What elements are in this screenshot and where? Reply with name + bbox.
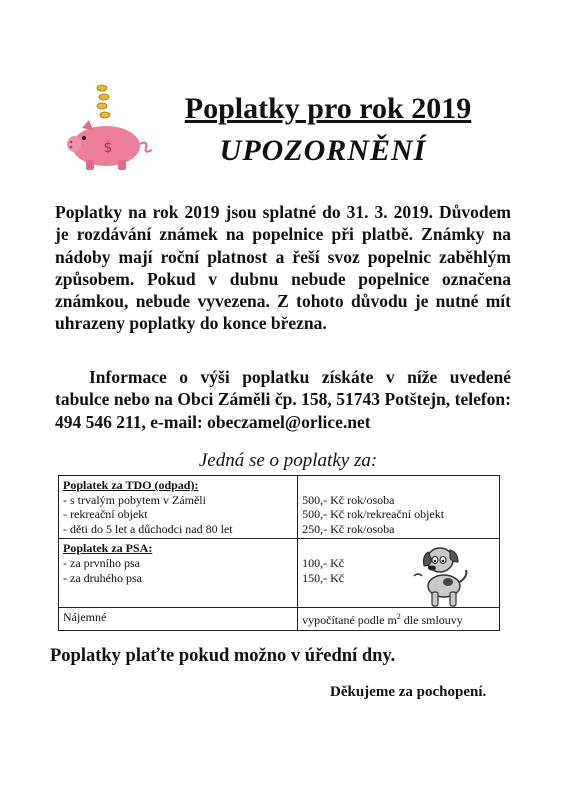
psa-section-title: Poplatek za PSA: (63, 541, 153, 556)
paragraph-deadline: Poplatky na rok 2019 jsou splatné do 31. 3. 2019. Důvodem je rozdávání známek na popelnice při platbě. Známky na nádoby mají roční platnost a řeší svoz popelnic zaběhlým způsobem. Pokud v dubnu nebude popelnice označena známkou, nebude vyvezena. Z tohoto důvodu je nutné mít uhrazeny poplatky do konce března. (55, 202, 511, 334)
fee-label: - rekreační objekt (63, 507, 148, 522)
tdo-section-title: Poplatek za TDO (odpad): (63, 478, 199, 492)
thanks-note: Děkujeme za pochopení. (330, 684, 487, 700)
tdo-labels-cell (59, 476, 298, 539)
fee-label: - za druhého psa (63, 570, 142, 585)
fee-price: 500,- Kč rok/rekreační objekt (302, 507, 445, 522)
rent-price-prefix: vypočítané podle m (302, 613, 397, 628)
fee-price: 150,- Kč (302, 570, 345, 585)
rent-price-cell (298, 608, 500, 631)
fee-label: - za prvního psa (63, 555, 140, 570)
fee-price: 500,- Kč rok/osoba (302, 492, 395, 507)
fee-label: - děti do 5 let a důchodci nad 80 let (63, 521, 233, 536)
svg-text:$: $ (103, 140, 113, 156)
table-intro: Jedná se o poplatky za: (198, 450, 378, 471)
rent-price-sup: 2 (396, 612, 401, 622)
table-row-tdo (59, 476, 500, 539)
table-row-rent (59, 608, 500, 631)
paragraph-contact-info: Informace o výši poplatku získáte v níže uvedené tabulce nebo na Obci Záměli čp. 158, 51743 Potštejn, telefon: 494 546 211, e-mail: obeczamel@orlice.net (55, 367, 511, 432)
fee-price: 100,- Kč (302, 555, 345, 570)
tdo-prices-cell (298, 476, 500, 539)
fee-price: 250,- Kč rok/osoba (302, 521, 395, 536)
rent-label-cell: Nájemné (59, 608, 298, 631)
fee-label: - s trvalým pobytem v Záměli (63, 492, 206, 507)
dog-icon (410, 544, 472, 610)
psa-labels-cell (59, 539, 298, 608)
page-title: Poplatky pro rok 2019 (184, 92, 472, 125)
payment-note: Poplatky plaťte pokud možno v úřední dny. (50, 646, 396, 666)
rent-price-suffix: dle smlouvy (400, 613, 463, 628)
page-subtitle: UPOZORNĚNÍ (219, 134, 427, 167)
